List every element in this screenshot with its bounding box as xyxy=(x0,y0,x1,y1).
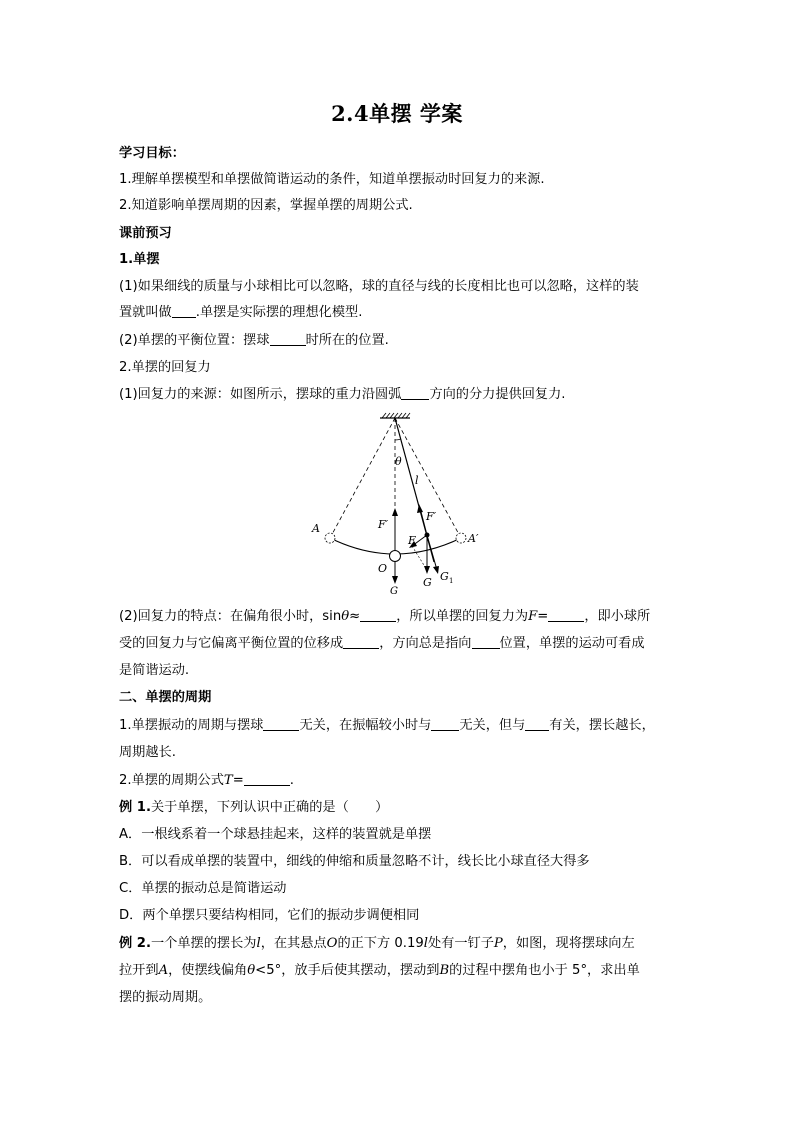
example-1-option-c: C．单摆的振动总是简谐运动 xyxy=(119,881,287,896)
section-1-para-2: (2)单摆的平衡位置：摆球 时所在的位置. xyxy=(119,333,389,348)
page-title: 2.4单摆 学案 xyxy=(331,101,463,126)
label-g-right: G xyxy=(423,576,432,589)
label-g1: G xyxy=(440,570,449,583)
period-para-1-line-2: 周期越长. xyxy=(119,745,176,760)
period-para-1-line-1: 1.单摆振动的周期与摆球 无关，在振幅较小时与 无关，但与 有关，摆长越长， xyxy=(119,718,655,733)
answer-blank xyxy=(431,716,459,731)
answer-blank xyxy=(263,716,299,731)
section-1-para-1-line-1: (1)如果细线的质量与小球相比可以忽略，球的直径与线的长度相比也可以忽略，这样的装 xyxy=(119,279,639,294)
label-o: O xyxy=(378,562,388,575)
example-2-line-1: 例 2.一个单摆的摆长为l，在其悬点O的正下方 0.19l处有一钉子P，如图，现将摆球向左 xyxy=(119,936,635,951)
period-formula: 2.单摆的周期公式T= . xyxy=(119,773,294,788)
answer-blank xyxy=(244,771,290,786)
answer-blank xyxy=(360,607,396,622)
pendulum-diagram xyxy=(300,410,510,597)
label-g1-subscript: 1 xyxy=(449,577,454,585)
example-1-stem: 例 1.关于单摆，下列认识中正确的是（ ） xyxy=(119,800,389,815)
answer-blank xyxy=(343,634,379,649)
objective-item-1: 1.理解单摆模型和单摆做简谐运动的条件，知道单摆振动时回复力的来源. xyxy=(119,172,545,187)
label-f-prime-left: F′ xyxy=(378,518,389,531)
label-a-prime: A′ xyxy=(468,532,479,545)
answer-blank xyxy=(270,331,306,346)
objective-item-2: 2.知道影响单摆周期的因素，掌握单摆的周期公式. xyxy=(119,198,413,213)
label-theta: θ xyxy=(395,455,402,468)
answer-blank xyxy=(525,716,549,731)
section-1-heading: 1.单摆 xyxy=(119,252,160,267)
example-1-option-d: D．两个单摆只要结构相同，它们的振动步调便相同 xyxy=(119,908,420,923)
answer-blank xyxy=(548,607,584,622)
section-2-para-2-line-1: (2)回复力的特点：在偏角很小时，sinθ≈ ，所以单摆的回复力为F= ，即小球所 xyxy=(119,609,651,624)
example-2-line-2: 拉开到A，使摆线偏角θ<5°，放手后使其摆动，摆动到B的过程中摆角也小于 5°，求出单 xyxy=(119,963,640,978)
answer-blank xyxy=(172,303,196,318)
objectives-heading: 学习目标： xyxy=(119,146,185,161)
preview-heading: 课前预习 xyxy=(119,226,172,241)
section-1-para-1-line-2: 置就叫做 .单摆是实际摆的理想化模型. xyxy=(119,305,363,320)
section-2-para-1: (1)回复力的来源：如图所示，摆球的重力沿圆弧 方向的分力提供回复力. xyxy=(119,387,566,402)
answer-blank xyxy=(472,634,500,649)
label-g-left: G xyxy=(390,586,398,597)
label-a: A xyxy=(312,522,320,535)
label-length: l xyxy=(415,474,419,487)
label-f-prime-right: F′ xyxy=(426,510,437,523)
example-1-option-a: A．一根线系着一个球悬挂起来，这样的装置就是单摆 xyxy=(119,827,432,842)
label-f: F xyxy=(408,534,416,547)
section-2-para-2-line-2: 受的回复力与它偏离平衡位置的位移成 ，方向总是指向 位置，单摆的运动可看成 xyxy=(119,636,645,651)
period-heading: 二、单摆的周期 xyxy=(119,690,212,705)
example-1-option-b: B．可以看成单摆的装置中，细线的伸缩和质量忽略不计，线长比小球直径大得多 xyxy=(119,854,590,869)
example-2-line-3: 摆的振动周期。 xyxy=(119,990,212,1005)
answer-blank xyxy=(401,385,429,400)
section-2-heading: 2.单摆的回复力 xyxy=(119,360,211,375)
section-2-para-2-line-3: 是简谐运动. xyxy=(119,663,190,678)
